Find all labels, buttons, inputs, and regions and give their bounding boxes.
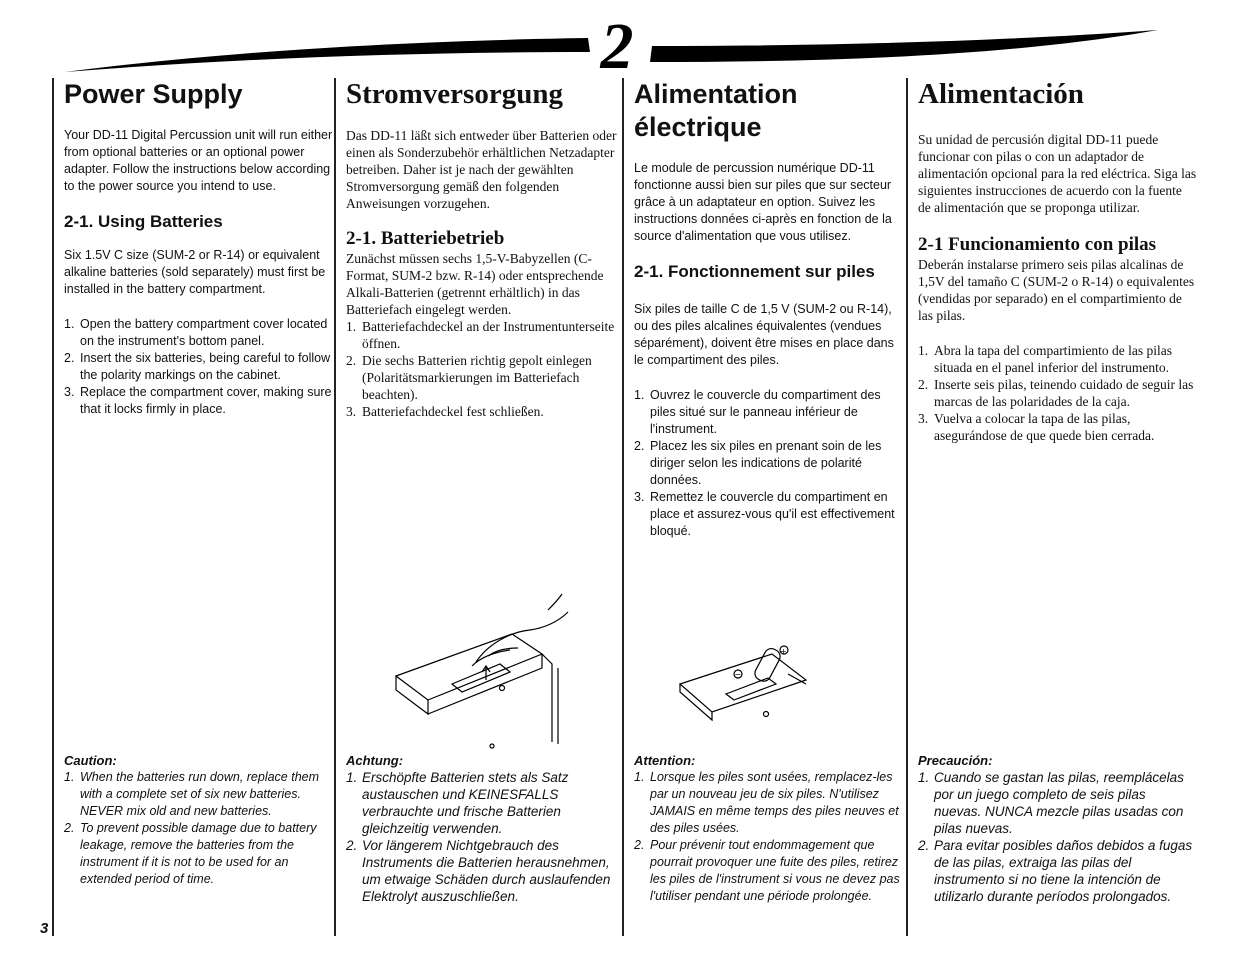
column-german <box>334 78 622 936</box>
list-item: 1. When the batteries run down, replace them with a complete set of six new batteries. NEVER mix old and new batteries. <box>64 770 320 818</box>
caution-list <box>346 769 618 905</box>
list-item: 2. Inserte seis pilas, teinendo cuidado de seguir las marcas de las polaridades de la caja. <box>918 377 1194 409</box>
intro-paragraph: Your DD-11 Digital Percussion unit will run either from optional batteries or an optional power adapter. Follow the instructions below according to the power source you intend to use. <box>64 128 333 193</box>
page-title: Stromversorgung <box>346 78 563 110</box>
right-swoosh <box>650 30 1158 62</box>
caution-list <box>634 769 902 905</box>
caution-title: Caution: <box>64 753 117 768</box>
svg-text:+: + <box>780 647 787 656</box>
list-item: 2. Vor längerem Nichtgebrauch des Instruments die Batterien herausnehmen, um etwaige Schäden durch auslaufenden Elektrolyt auszuschließen. <box>346 838 611 904</box>
column-french <box>622 78 906 936</box>
caution-box <box>918 752 1194 905</box>
section-paragraph: Six 1.5V C size (SUM-2 or R-14) or equivalent alkaline batteries (sold separately) must first be installed in the battery compartment. <box>64 248 326 296</box>
column-spanish <box>906 78 1198 936</box>
battery-insertion-illustration <box>676 634 816 726</box>
list-item: 1. Cuando se gastan las pilas, reemplácelas por un juego completo de seis pilas nuevas. NUNCA mezcle pilas usadas con pilas nuevas. <box>918 770 1184 836</box>
intro-paragraph: Su unidad de percusión digital DD-11 puede funcionar con pilas o con un adaptador de alimentación opcional para la red eléctrica. Siga las siguientes instrucciones de acuerdo con la fuente de alimentación que se proponga utilizar. <box>918 132 1197 215</box>
steps-list <box>918 342 1198 444</box>
list-item: 1. Abra la tapa del compartimiento de las pilas situada en el panel inferior del instrumento. <box>918 343 1173 375</box>
page-title: Power Supply <box>64 79 243 109</box>
list-item: 3. Vuelva a colocar la tapa de las pilas, asegurándose de que quede bien cerrada. <box>918 411 1155 443</box>
caution-title: Attention: <box>634 753 696 768</box>
caution-list <box>64 769 330 888</box>
list-item: 1. Lorsque les piles sont usées, remplacez-les par un nouveau jeu de six piles. N'utilisez JAMAIS en même temps des piles neuves et des piles usées. <box>634 770 899 835</box>
intro-paragraph: Das DD-11 läßt sich entweder über Batterien oder einen als Sonderzubehör erhältlichen Netzadapter betreiben. Daher ist je nach der gewählten Stromversorgung gemäß den folgenden Anweisungen vorzugehen. <box>346 128 617 211</box>
column-english <box>52 78 334 936</box>
steps-list <box>64 316 334 418</box>
list-item: 2. Placez les six piles en prenant soin de les diriger selon les indications de polarité données. <box>634 439 882 487</box>
list-item: 1. Batteriefachdeckel an der Instrumentunterseite öffnen. <box>346 319 615 351</box>
list-item: 3. Batteriefachdeckel fest schließen. <box>346 404 544 419</box>
caution-title: Precaución: <box>918 753 993 768</box>
intro-paragraph: Le module de percussion numérique DD-11 fonctionne aussi bien sur piles que sur secteur grâce à un adaptateur en option. Suivez les instructions données ci-après en fonction de la source d'alimentation que vous utilisez. <box>634 161 892 243</box>
list-item: 2. Para evitar posibles daños debidos a fugas de las pilas, extraiga las pilas del instrumento si no tiene la intención de utilizarlo durante períodos prolongados. <box>918 838 1193 904</box>
caution-box <box>346 752 618 905</box>
list-item: 1. Erschöpfte Batterien stets als Satz austauschen und KEINESFALLS verbrauchte und frische Batterien gleichzeitig verwenden. <box>346 770 569 836</box>
section-paragraph: Zunächst müssen sechs 1,5-V-Babyzellen (C-Format, SUM-2 bzw. R-14) oder entsprechende Alkali-Batterien (getrennt erhältlich) in das Batteriefach eingelegt werden. <box>346 251 604 317</box>
left-swoosh <box>65 38 590 72</box>
caution-list <box>918 769 1194 905</box>
chapter-number: 2 <box>600 10 634 83</box>
steps-list <box>634 387 906 540</box>
section-paragraph: Deberán instalarse primero seis pilas alcalinas de 1,5V del tamaño C (SUM-2 o R-14) o equivalentes (vendidas por separado) en el compartimiento de las pilas. <box>918 257 1195 323</box>
page-title: Alimentation électrique <box>634 79 798 142</box>
page-title: Alimentación <box>918 78 1084 110</box>
caution-title: Achtung: <box>346 753 404 768</box>
list-item: 3. Remettez le couvercle du compartiment en place et assurez-vous qu'il est effectivement bloqué. <box>634 490 895 538</box>
steps-list <box>346 318 622 420</box>
caution-box <box>64 752 330 888</box>
section-title: 2-1 Funcionamiento con pilas <box>918 234 1157 255</box>
list-item: 2. Die sechs Batterien richtig gepolt einlegen (Polaritätsmarkierungen im Batteriefach beachten). <box>346 353 592 402</box>
battery-cover-illustration <box>392 592 572 754</box>
section-title: 2-1. Fonctionnement sur piles <box>634 262 875 281</box>
list-item: 1. Open the battery compartment cover located on the instrument's bottom panel. <box>64 317 328 348</box>
page-number: 3 <box>40 920 49 937</box>
list-item: 2. Insert the six batteries, being careful to follow the polarity markings on the cabinet. <box>64 351 331 382</box>
svg-text:−: − <box>734 670 742 679</box>
list-item: 1. Ouvrez le couvercle du compartiment des piles situé sur le panneau inférieur de l'instrument. <box>634 388 881 436</box>
section-title: 2-1. Batteriebetrieb <box>346 228 505 249</box>
section-paragraph: Six piles de taille C de 1,5 V (SUM-2 ou R-14), ou des piles alcalines équivalentes (vendues séparément), doivent être mises en place dans le compartiment des piles. <box>634 302 894 367</box>
list-item: 3. Replace the compartment cover, making sure that it locks firmly in place. <box>64 385 332 416</box>
list-item: 2. Pour prévenir tout endommagement que pourrait provoquer une fuite des piles, retirez les piles de l'instrument si vous ne devez pas l'utiliser pendant une période prolongée. <box>634 838 900 903</box>
caution-box <box>634 752 902 905</box>
list-item: 2. To prevent possible damage due to battery leakage, remove the batteries from the instrument if it is not to be used for an extended period of time. <box>64 821 317 886</box>
section-title: 2-1. Using Batteries <box>64 212 223 231</box>
